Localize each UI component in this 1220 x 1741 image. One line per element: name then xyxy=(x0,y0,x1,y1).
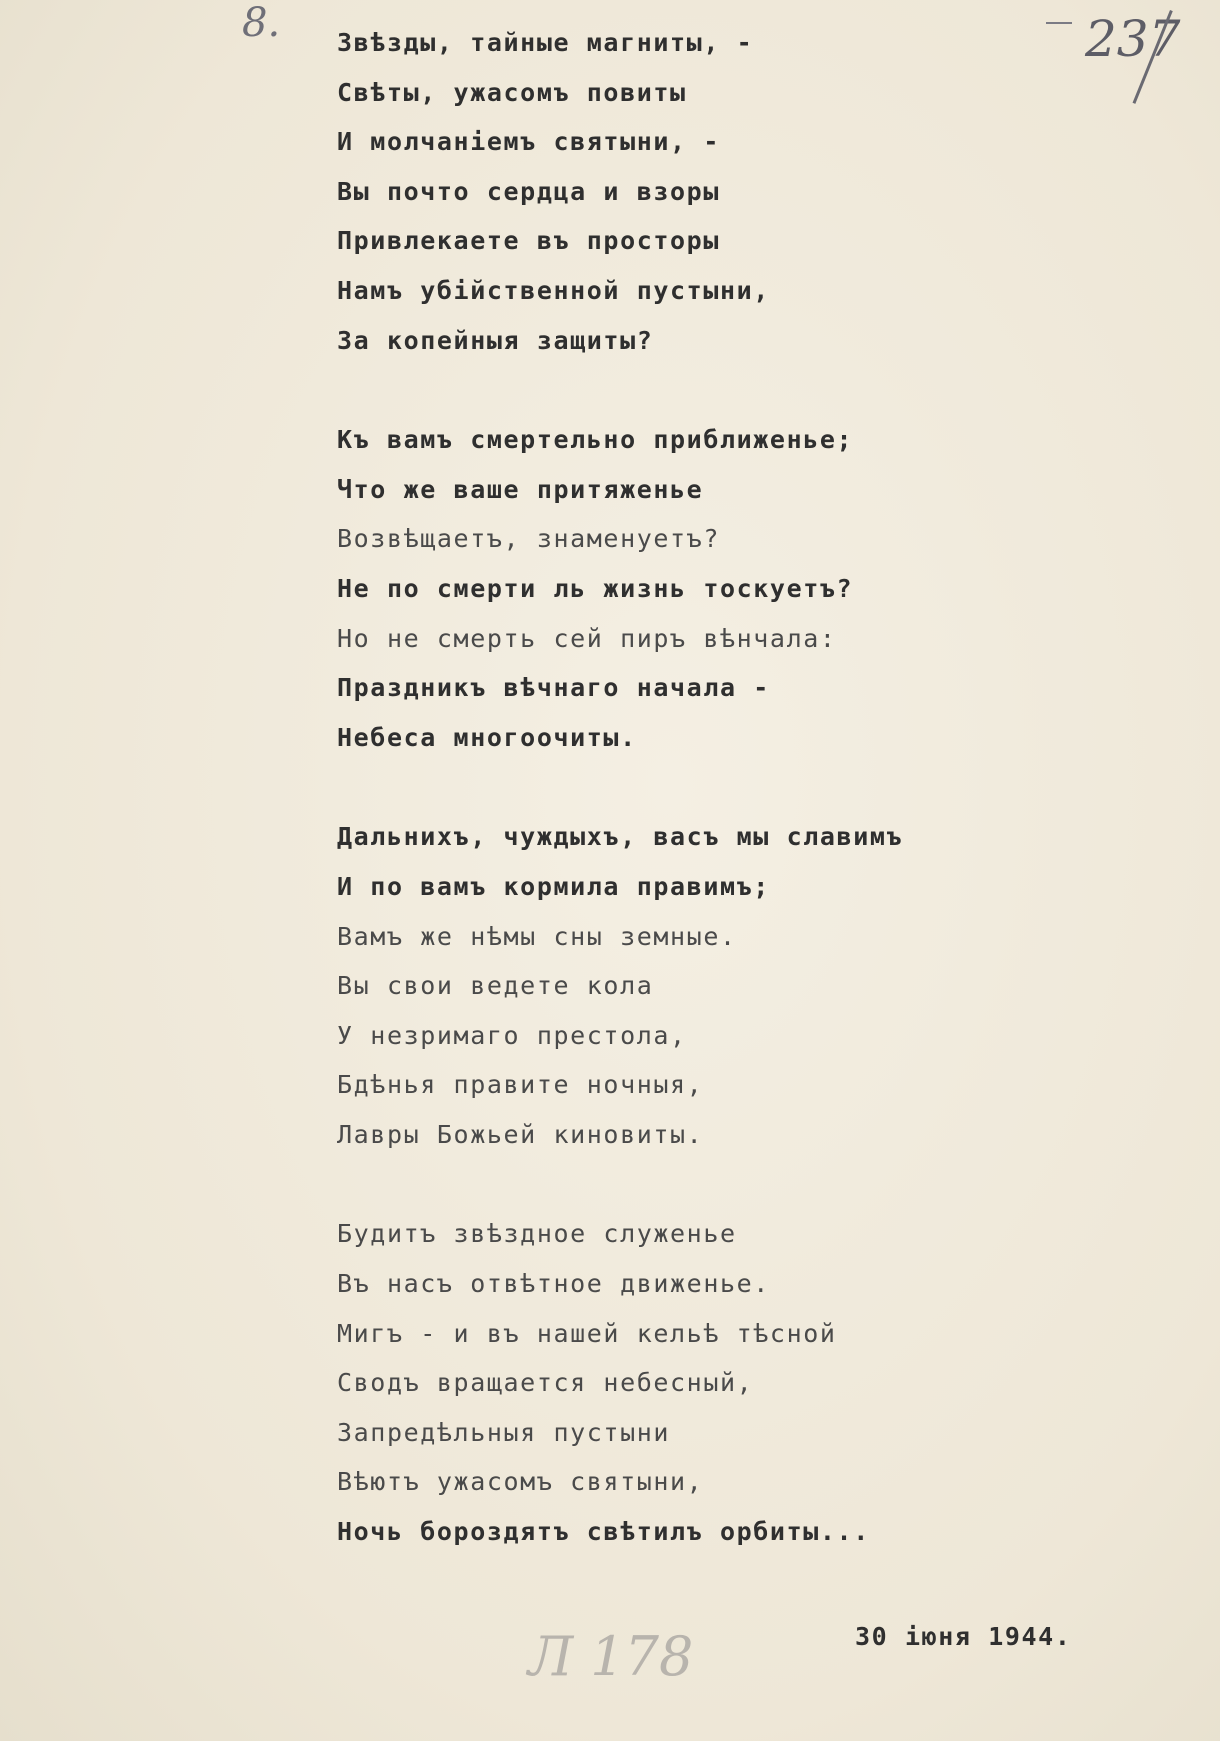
poem-line: Лавры Божьей киновиты. xyxy=(337,1119,704,1149)
poem-line: Къ вамъ смертельно приближенье; xyxy=(337,425,854,455)
poem-line: Что же ваше притяженье xyxy=(337,474,704,504)
poem-line: Намъ убійственной пустыни, xyxy=(337,275,770,305)
stanza-2 xyxy=(337,415,1137,762)
stanza-4 xyxy=(337,1209,1137,1556)
poem-line: И по вамъ кормила правимъ; xyxy=(337,871,770,901)
poem-line: Сводъ вращается небесный, xyxy=(337,1368,754,1398)
poem-line: Бдѣнья правите ночныя, xyxy=(337,1070,704,1100)
archive-page-number: 237 xyxy=(1085,10,1181,68)
poem-line: Мигъ - и въ нашей кельѣ тѣсной xyxy=(337,1318,837,1348)
poem-line: Въ насъ отвѣтное движенье. xyxy=(337,1269,770,1299)
poem-line: Звѣзды, тайные магниты, - xyxy=(337,28,754,57)
poem-line: Свѣты, ужасомъ повиты xyxy=(337,77,687,107)
poem-line: Вамъ же нѣмы сны земные. xyxy=(337,921,737,951)
poem-line: И молчаніемъ святыни, - xyxy=(337,127,720,157)
poem-line: Запредѣльныя пустыни xyxy=(337,1417,671,1447)
poem-line: Будитъ звѣздное служенье xyxy=(337,1219,737,1249)
poem-line: Возвѣщаетъ, знаменуетъ? xyxy=(337,524,720,554)
poem-number-annotation: 8. xyxy=(242,0,281,46)
poem-line: Дальнихъ, чуждыхъ, васъ мы славимъ xyxy=(337,822,904,852)
stanza-1 xyxy=(337,18,1137,365)
poem-line: Но не смерть сей пиръ вѣнчала: xyxy=(337,623,837,653)
poem-line: Вы свои ведете кола xyxy=(337,971,654,1001)
sheet-number-pencil-mark: Л 178 xyxy=(528,1625,694,1688)
poem-body xyxy=(337,18,1137,1607)
poem-line: За копейныя защиты? xyxy=(337,325,654,355)
poem-date: 30 іюня 1944. xyxy=(855,1622,1072,1651)
poem-line: Праздникъ вѣчнаго начала - xyxy=(337,673,770,703)
poem-line: Не по смерти ль жизнь тоскуетъ? xyxy=(337,573,854,603)
poem-line: Ночь бороздятъ свѣтилъ орбиты... xyxy=(337,1517,870,1547)
poem-line: Вѣютъ ужасомъ святыни, xyxy=(337,1467,704,1497)
poem-line: Привлекаете въ просторы xyxy=(337,226,720,256)
poem-line: Небеса многоочиты. xyxy=(337,722,637,752)
stanza-3 xyxy=(337,812,1137,1159)
poem-line: Вы почто сердца и взоры xyxy=(337,176,720,206)
poem-line: У незримаго престола, xyxy=(337,1020,687,1050)
